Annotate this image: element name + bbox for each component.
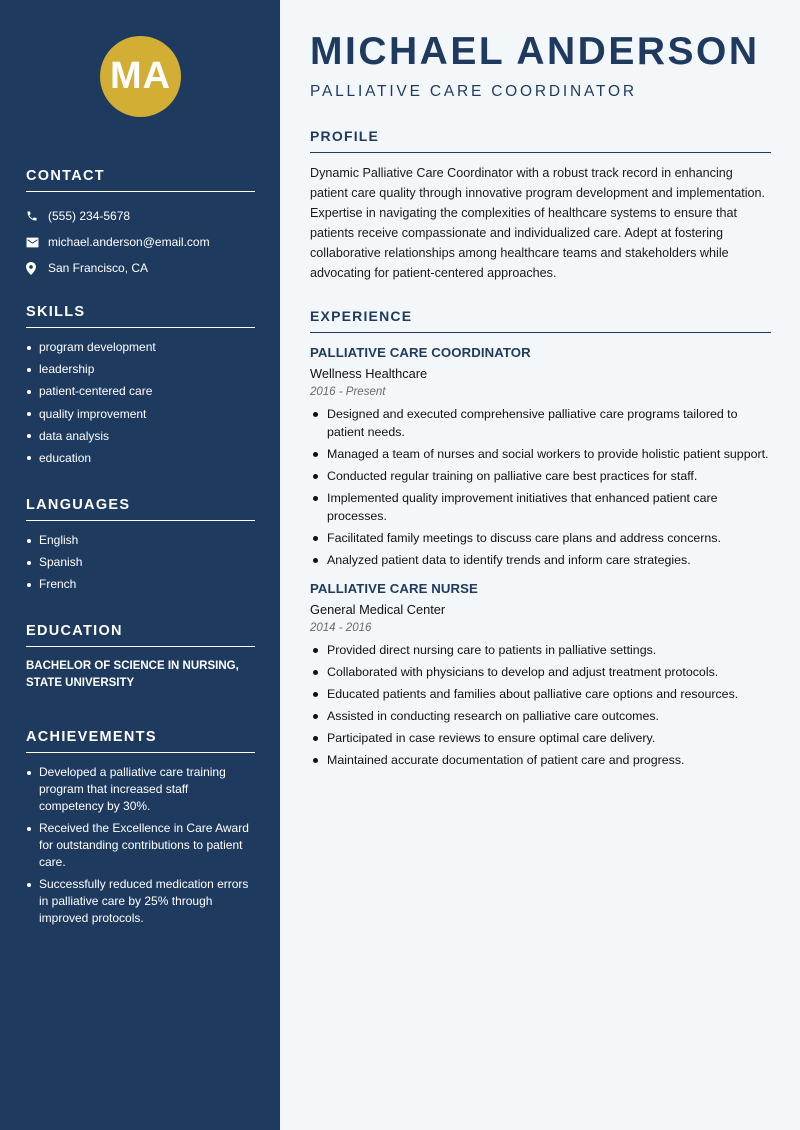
contact-location-row <box>26 255 255 281</box>
achievement-item: Developed a palliative care training program that increased staff competency by 30%. <box>26 764 255 815</box>
job-dates: 2014 - 2016 <box>310 622 372 634</box>
job-title: PALLIATIVE CARE COORDINATOR <box>310 345 531 360</box>
contact-location: San Francisco, CA <box>48 261 149 275</box>
profile-heading: PROFILE <box>310 128 771 153</box>
education-degree: BACHELOR OF SCIENCE IN NURSING, STATE UNIVERSITY <box>26 660 239 689</box>
languages-section <box>26 497 255 599</box>
job-bullet: Assisted in conducting research on palliative care outcomes. <box>310 707 771 725</box>
language-item: Spanish <box>26 554 255 571</box>
achievement-item: Received the Excellence in Care Award for outstanding contributions to patient care. <box>26 820 255 871</box>
job-bullets <box>310 641 771 769</box>
education-section <box>26 623 255 692</box>
job-bullet: Implemented quality improvement initiatives that enhanced patient care processes. <box>310 489 771 525</box>
skill-item: data analysis <box>26 428 255 445</box>
candidate-title: PALLIATIVE CARE COORDINATOR <box>310 83 637 100</box>
contact-phone-row <box>26 203 255 229</box>
skill-item: quality improvement <box>26 406 255 423</box>
skill-item: program development <box>26 339 255 356</box>
job-bullet: Collaborated with physicians to develop and adjust treatment protocols. <box>310 663 771 681</box>
job-bullet: Facilitated family meetings to discuss care plans and address concerns. <box>310 529 771 547</box>
email-icon <box>26 237 48 248</box>
skills-section <box>26 304 255 472</box>
job-title: PALLIATIVE CARE NURSE <box>310 581 478 596</box>
experience-heading: EXPERIENCE <box>310 308 771 333</box>
skills-list <box>26 339 255 467</box>
skills-heading: SKILLS <box>26 304 255 328</box>
language-item: French <box>26 576 255 593</box>
skill-item: education <box>26 450 255 467</box>
job-bullet: Educated patients and families about palliative care options and resources. <box>310 685 771 703</box>
profile-section <box>310 128 771 283</box>
job-bullet: Designed and executed comprehensive palliative care programs tailored to patient needs. <box>310 405 771 441</box>
job-bullet: Provided direct nursing care to patients in palliative settings. <box>310 641 771 659</box>
location-pin-icon <box>26 262 48 275</box>
contact-email-row <box>26 229 255 255</box>
job-bullet: Participated in case reviews to ensure optimal care delivery. <box>310 729 771 747</box>
languages-list <box>26 532 255 593</box>
job-entry <box>310 345 771 569</box>
job-bullet: Analyzed patient data to identify trends and inform care strategies. <box>310 551 771 569</box>
achievements-section <box>26 729 255 933</box>
avatar <box>100 36 181 117</box>
avatar-initials: MA <box>109 55 172 97</box>
job-bullet: Managed a team of nurses and social workers to provide holistic patient support. <box>310 445 771 463</box>
education-heading: EDUCATION <box>26 623 255 647</box>
job-bullet: Conducted regular training on palliative care best practices for staff. <box>310 467 771 485</box>
contact-heading: CONTACT <box>26 168 255 192</box>
skill-item: patient-centered care <box>26 383 255 400</box>
contact-section <box>26 168 255 281</box>
phone-icon <box>26 210 48 222</box>
contact-phone[interactable]: (555) 234-5678 <box>48 209 131 223</box>
job-company: Wellness Healthcare <box>310 366 428 381</box>
job-bullet: Maintained accurate documentation of patient care and progress. <box>310 751 771 769</box>
job-dates: 2016 - Present <box>310 386 386 398</box>
language-item: English <box>26 532 255 549</box>
candidate-name: MICHAEL ANDERSON <box>310 30 760 73</box>
job-entry <box>310 581 771 769</box>
job-bullets <box>310 405 771 569</box>
profile-text: Dynamic Palliative Care Coordinator with a robust track record in enhancing patient care quality through innovative program development and implementation. Expertise in navigating the complexities of healthcare systems to ensure that patients receive compassionate and individualized care. Adept at fostering collaborative relationships among healthcare teams and stakeholders while advocating for patient-centered approaches. <box>310 166 766 280</box>
languages-heading: LANGUAGES <box>26 497 255 521</box>
skill-item: leadership <box>26 361 255 378</box>
achievements-heading: ACHIEVEMENTS <box>26 729 255 753</box>
achievement-item: Successfully reduced medication errors in palliative care by 25% through improved protocols. <box>26 876 255 927</box>
sidebar <box>0 0 280 1130</box>
job-company: General Medical Center <box>310 602 446 617</box>
experience-section <box>310 308 771 779</box>
contact-email[interactable]: michael.anderson@email.com <box>48 235 210 249</box>
achievements-list <box>26 764 255 927</box>
